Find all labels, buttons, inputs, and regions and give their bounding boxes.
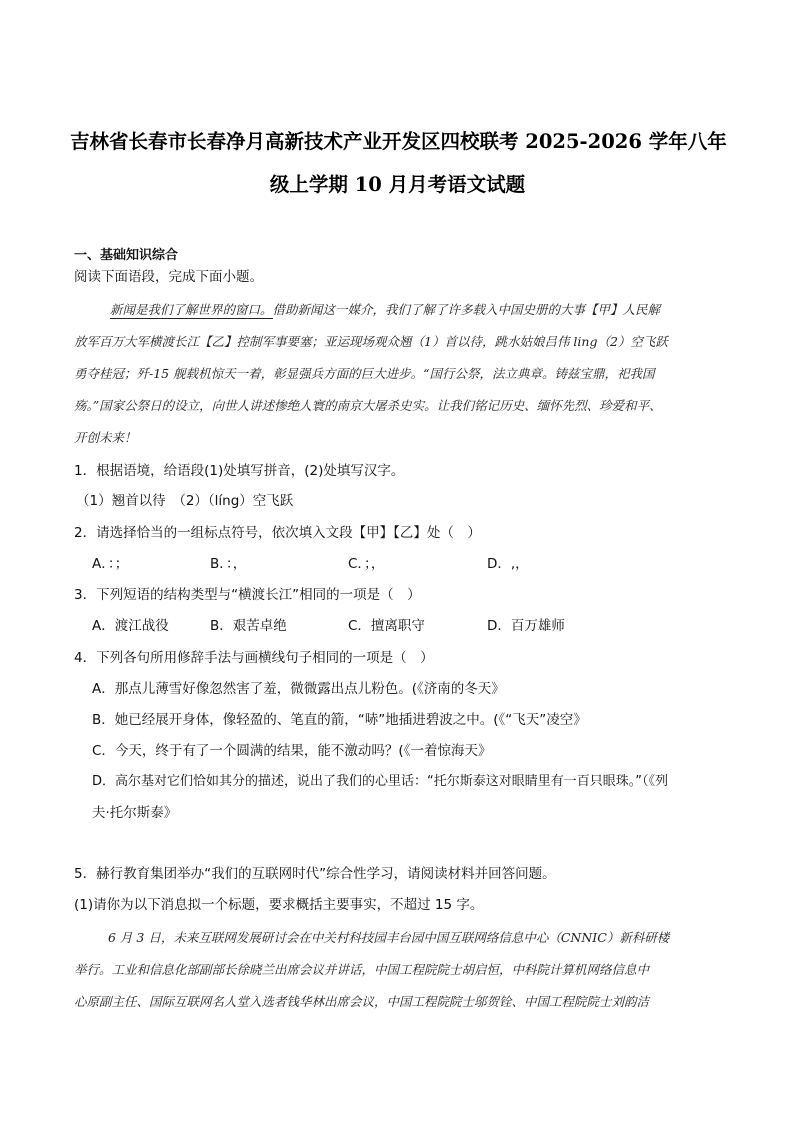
question-4: 4．下列各句所用修辞手法与画横线句子相同的一项是（ ） — [74, 650, 434, 666]
question-4-option-d[interactable]: D．高尔基对它们恰如其分的描述，说出了我们的心里话：“托尔斯泰这对眼睛里有一百只眼珠。”（《列 — [92, 774, 668, 789]
title-line-1: 吉林省长春市长春净月高新技术产业开发区四校联考 2025-2026 学年八年 — [70, 130, 727, 153]
question-3-option-d[interactable]: D．百万雄师 — [487, 618, 565, 634]
news-line-2: 举行。工业和信息化部副部长徐晓兰出席会议并讲话，中国工程院院士胡启恒，中科院计算机网络信息中 — [74, 962, 650, 977]
question-2-option-c[interactable]: C．；， — [348, 556, 385, 572]
passage-line-1 — [110, 300, 660, 318]
question-3-option-b[interactable]: B．艰苦卓绝 — [210, 618, 287, 634]
question-2-option-d[interactable]: D．,， — [487, 556, 529, 572]
question-2-option-a[interactable]: A．：； — [92, 556, 129, 572]
section-instruction: 阅读下面语段，完成下面小题。 — [74, 269, 263, 285]
question-1: 1．根据语境，给语段(1)处填写拼音，(2)处填写汉字。 — [74, 463, 405, 479]
passage-line-4: 殇。”国家公祭日的设立，向世人讲述惨绝人寰的南京大屠杀史实。让我们铭记历史、缅怀先烈、珍爱和平、 — [74, 398, 662, 413]
question-3: 3．下列短语的结构类型与“横渡长江”相同的一项是（ ） — [74, 587, 421, 603]
passage-line-5: 开创未来！ — [74, 430, 137, 445]
passage-line-1-rest: 借助新闻这一媒介，我们了解了许多载入中国史册的大事【甲】人民解 — [272, 302, 661, 317]
question-4-option-d-cont: 夫·托尔斯泰》 — [92, 805, 178, 821]
question-4-option-c[interactable]: C．今天，终于有了一个圆满的结果，能不激动吗？(《一着惊海天》 — [92, 743, 492, 759]
passage-line-2: 放军百万大军横渡长江【乙】控制军事要塞；亚运现场观众翘（1）首以待，跳水姑娘吕伟 ling（2）空飞跃 — [74, 334, 668, 349]
passage-line-3: 勇夺桂冠；歼-15 舰载机惊天一着，彰显强兵方面的巨大进步。“国行公祭，法立典章。铸兹宝鼎，祀我国 — [74, 366, 655, 381]
question-2-option-b[interactable]: B．：， — [210, 556, 247, 572]
question-4-option-b[interactable]: B．她已经展开身体，像轻盈的、笔直的箭，“哧”地插进碧波之中。(《“飞天”凌空》 — [92, 712, 587, 728]
question-5-sub-1: (1)请你为以下消息拟一个标题，要求概括主要事实，不超过 15 字。 — [74, 897, 484, 913]
page-title — [70, 120, 725, 206]
underlined-sentence: 新闻是我们了解世界的窗口。 — [110, 302, 273, 317]
news-line-3: 心原副主任、国际互联网名人堂入选者钱华林出席会议，中国工程院院士邬贺铨、中国工程院院士刘韵洁 — [74, 994, 650, 1009]
question-5: 5．赫行教育集团举办“我们的互联网时代”综合性学习，请阅读材料并回答问题。 — [74, 866, 556, 882]
news-line-1: 6 月 3 日，未来互联网发展研讨会在中关村科技园丰台园中国互联网络信息中心（CNNIC）新科研楼 — [108, 930, 670, 945]
section-heading: 一、基础知识综合 — [74, 248, 179, 263]
question-2: 2．请选择恰当的一组标点符号，依次填入文段【甲】【乙】处（ ） — [74, 525, 481, 541]
question-3-option-c[interactable]: C．擅离职守 — [348, 618, 425, 634]
question-4-option-a[interactable]: A．那点儿薄雪好像忽然害了羞，微微露出点儿粉色。(《济南的冬天》 — [92, 681, 505, 697]
title-line-2: 级上学期 10 月月考语文试题 — [269, 173, 526, 196]
question-1-blanks: （1）翘首以待 （2）（líng）空飞跃 — [76, 493, 294, 509]
question-3-option-a[interactable]: A．渡江战役 — [92, 618, 169, 634]
